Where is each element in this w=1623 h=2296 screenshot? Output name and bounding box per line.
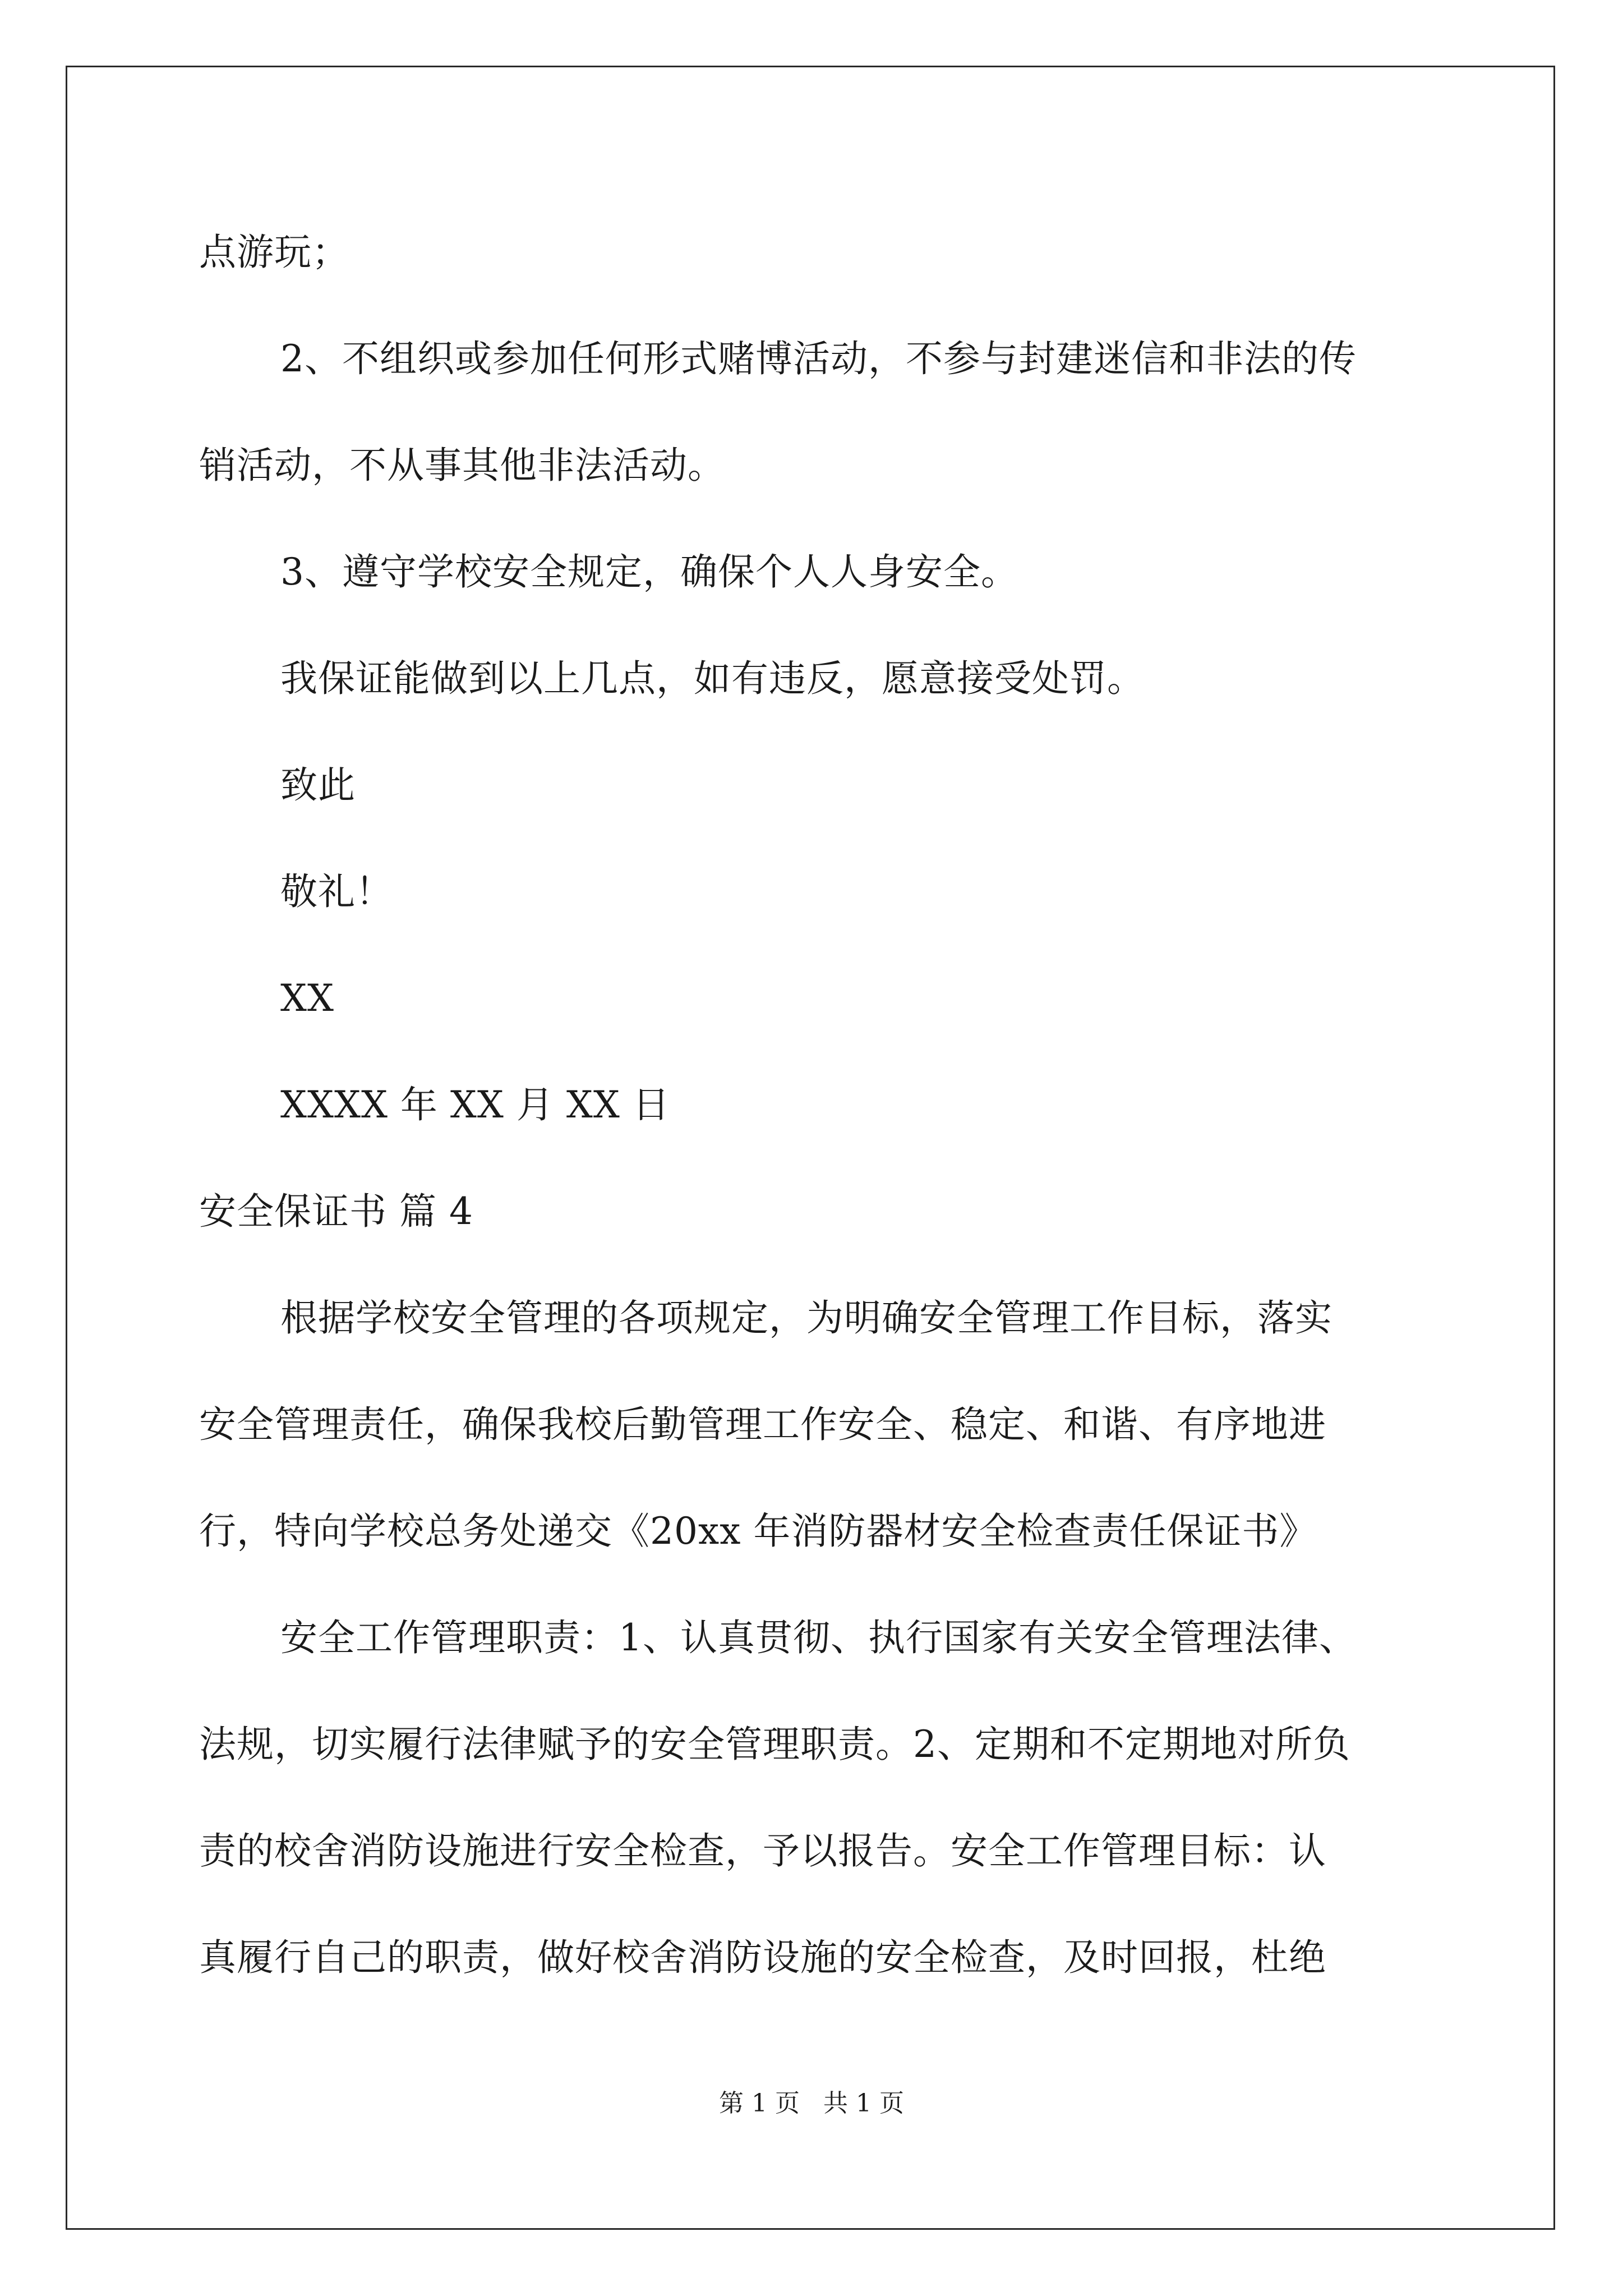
text-line: 点游玩；: [199, 231, 349, 274]
text-line: 根据学校安全管理的各项规定，为明确安全管理工作目标，落实: [280, 1296, 1332, 1340]
text-line: 我保证能做到以上几点，如有违反，愿意接受处罚。: [280, 657, 1145, 700]
text-line: XXXX 年 XX 月 XX 日: [280, 1083, 670, 1126]
text-line: 3、遵守学校安全规定，确保个人人身安全。: [280, 550, 1018, 593]
text-line: 法规，切实履行法律赋予的安全管理职责。2、定期和不定期地对所负: [199, 1723, 1350, 1766]
text-line: 安全管理责任，确保我校后勤管理工作安全、稳定、和谐、有序地进: [199, 1403, 1326, 1446]
text-line: XX: [280, 977, 334, 1020]
text-line: 销活动，不从事其他非法活动。: [199, 444, 725, 487]
text-line: 行，特向学校总务处递交《20xx 年消防器材安全检查责任保证书》: [199, 1510, 1317, 1553]
page-number: 第 1 页 共 1 页: [719, 2089, 904, 2118]
text-line: 2、不组织或参加任何形式赌博活动，不参与封建迷信和非法的传: [280, 337, 1357, 380]
text-line: 敬礼！: [280, 870, 393, 913]
text-line: 责的校舍消防设施进行安全检查，予以报告。安全工作管理目标：认: [199, 1829, 1326, 1872]
text-line: 真履行自己的职责，做好校舍消防设施的安全检查，及时回报，杜绝: [199, 1936, 1326, 1979]
section-heading: 安全保证书 篇 4: [199, 1190, 473, 1233]
text-line: 致此: [280, 763, 356, 807]
page-border: [66, 66, 1555, 2230]
text-line: 安全工作管理职责：1、认真贯彻、执行国家有关安全管理法律、: [280, 1616, 1357, 1659]
